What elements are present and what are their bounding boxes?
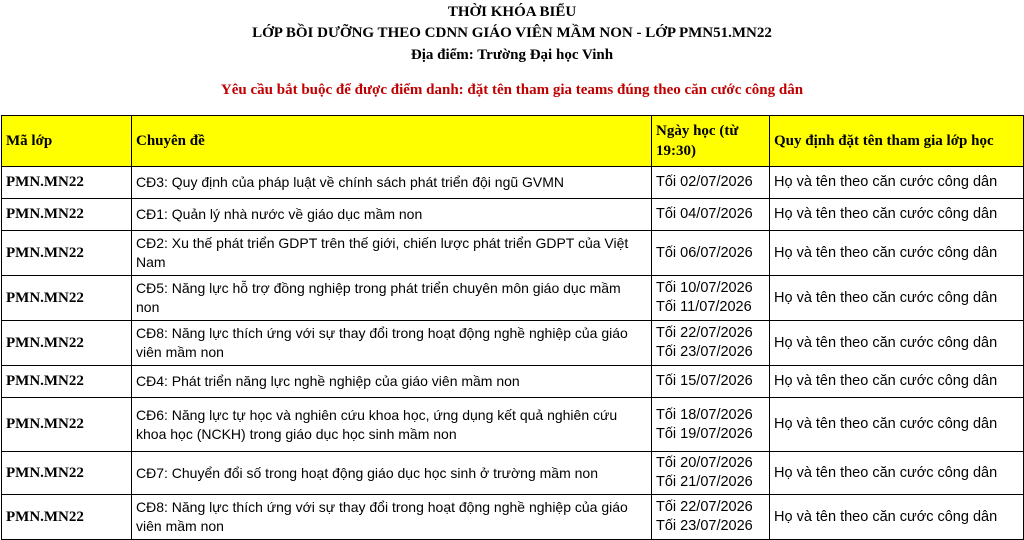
date-line: Tối 15/07/2026: [656, 373, 753, 389]
date-cell: [652, 199, 770, 231]
topic-cell: CĐ2: Xu thế phát triển GDPT trên thế giới, chiến lược phát triển GDPT của Việt Nam: [132, 231, 652, 276]
date-line: Tối 22/07/2026: [656, 325, 753, 341]
column-header-class-code: Mã lớp: [2, 116, 132, 167]
naming-rule-cell: Họ và tên theo căn cước công dân: [770, 231, 1024, 276]
date-line: Tối 11/07/2026: [656, 299, 752, 315]
topic-cell: CĐ5: Năng lực hỗ trợ đồng nghiệp trong phát triển chuyên môn giáo dục mầm non: [132, 276, 652, 321]
class-code-cell: PMN.MN22: [2, 495, 132, 540]
date-line: Tối 18/07/2026: [656, 406, 753, 423]
class-code-cell: PMN.MN22: [2, 276, 132, 321]
table-row: [2, 231, 1024, 276]
date-line: Tối 23/07/2026: [656, 518, 753, 534]
topic-cell: CĐ8: Năng lực thích ứng với sự thay đổi trong hoạt động nghề nghiệp của giáo viên mầm non: [132, 495, 652, 540]
table-row: [2, 452, 1024, 495]
date-line: Tối 04/07/2026: [656, 206, 753, 222]
table-row: [2, 366, 1024, 398]
date-line: Tối 19/07/2026: [656, 425, 753, 442]
date-line: Tối 06/07/2026: [656, 244, 753, 261]
schedule-title: THỜI KHÓA BIỂU: [447, 4, 577, 20]
table-row: [2, 276, 1024, 321]
naming-rule-cell: Họ và tên theo căn cước công dân: [770, 321, 1024, 366]
naming-rule-cell: Họ và tên theo căn cước công dân: [770, 276, 1024, 321]
class-code-cell: PMN.MN22: [2, 231, 132, 276]
date-line: Tối 21/07/2026: [656, 474, 753, 490]
date-cell: [652, 495, 770, 540]
class-code-cell: PMN.MN22: [2, 366, 132, 398]
naming-rule-cell: Họ và tên theo căn cước công dân: [770, 366, 1024, 398]
column-header-naming-rule: Quy định đặt tên tham gia lớp học: [770, 116, 1024, 167]
table-row: [2, 167, 1024, 199]
table-body: [2, 167, 1024, 540]
class-code-cell: PMN.MN22: [2, 167, 132, 199]
class-subtitle: LỚP BỒI DƯỠNG THEO CDNN GIÁO VIÊN MẦM NON - LỚP PMN51.MN22: [252, 25, 772, 41]
naming-rule-cell: Họ và tên theo căn cước công dân: [770, 199, 1024, 231]
class-code-cell: PMN.MN22: [2, 321, 132, 366]
class-code-cell: PMN.MN22: [2, 452, 132, 495]
table-row: [2, 199, 1024, 231]
schedule-table: [1, 115, 1024, 540]
naming-rule-cell: Họ và tên theo căn cước công dân: [770, 398, 1024, 452]
date-cell: [652, 321, 770, 366]
class-code-cell: PMN.MN22: [2, 398, 132, 452]
date-line: Tối 20/07/2026: [656, 455, 753, 471]
date-line: Tối 02/07/2026: [656, 174, 753, 190]
topic-cell: CĐ8: Năng lực thích ứng với sự thay đổi trong hoạt động nghề nghiệp của giáo viên mầm non: [132, 321, 652, 366]
naming-rule-cell: Họ và tên theo căn cước công dân: [770, 495, 1024, 540]
class-code-cell: PMN.MN22: [2, 199, 132, 231]
naming-rule-cell: Họ và tên theo căn cước công dân: [770, 167, 1024, 199]
column-header-topic: Chuyên đề: [132, 116, 652, 167]
naming-rule-cell: Họ và tên theo căn cước công dân: [770, 452, 1024, 495]
topic-cell: CĐ7: Chuyển đổi số trong hoạt động giáo dục học sinh ở trường mầm non: [132, 452, 652, 495]
location-text: Địa điểm: Trường Đại học Vinh: [410, 47, 614, 63]
date-line: Tối 22/07/2026: [656, 499, 753, 515]
date-cell: [652, 398, 770, 452]
column-header-date: Ngày học (từ 19:30): [652, 116, 770, 167]
date-cell: [652, 276, 770, 321]
table-header-row: [2, 116, 1024, 167]
topic-cell: CĐ3: Quy định của pháp luật về chính sách phát triển đội ngũ GVMN: [132, 167, 652, 199]
date-cell: [652, 452, 770, 495]
date-cell: [652, 366, 770, 398]
date-cell: [652, 167, 770, 199]
date-cell: [652, 231, 770, 276]
topic-cell: CĐ6: Năng lực tự học và nghiên cứu khoa học, ứng dụng kết quả nghiên cứu khoa học (NCKH) trong giáo dục học sinh mầm non: [132, 398, 652, 452]
table-row: [2, 495, 1024, 540]
topic-cell: CĐ4: Phát triển năng lực nghề nghiệp của giáo viên mầm non: [132, 366, 652, 398]
topic-cell: CĐ1: Quản lý nhà nước về giáo dục mầm non: [132, 199, 652, 231]
date-line: Tối 10/07/2026: [656, 280, 753, 296]
date-line: Tối 23/07/2026: [656, 344, 753, 360]
table-row: [2, 321, 1024, 366]
table-row: [2, 398, 1024, 452]
attendance-requirement: Yêu cầu bắt buộc để được điểm danh: đặt tên tham gia teams đúng theo căn cước công dân: [220, 82, 804, 98]
